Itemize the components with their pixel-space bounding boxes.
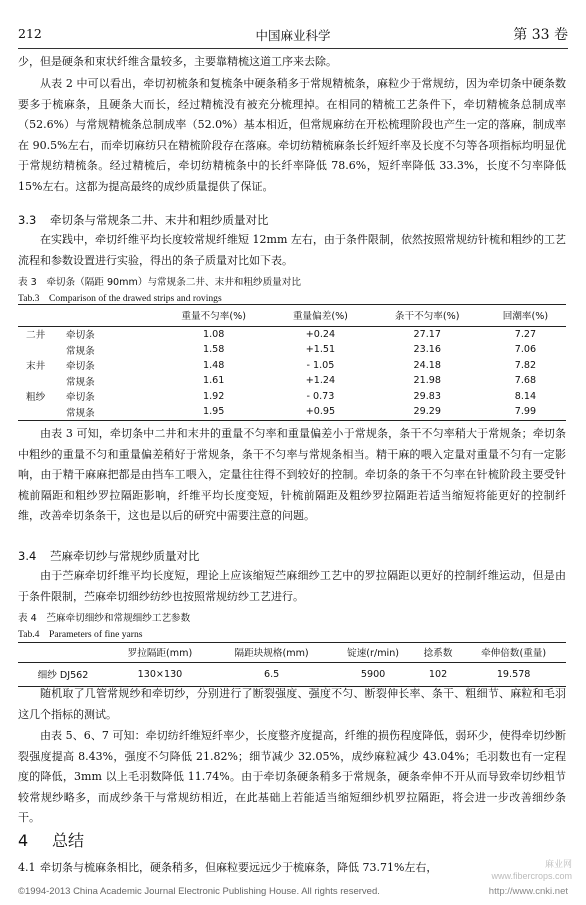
section-number: 3.4 xyxy=(18,549,37,563)
table-header-cell: 牵伸倍数(重量) xyxy=(461,643,566,663)
paragraph-summary-4-1 xyxy=(18,858,566,879)
table-cell: 7.27 xyxy=(514,328,537,340)
table-header-row xyxy=(18,643,566,663)
table-cell: 130×130 xyxy=(137,668,183,680)
watermark-text: 麻业网 xyxy=(544,859,572,869)
table3-caption: 表 3 牵切条（隔距 90mm）与常规条二井、末井和粗纱质量对比 xyxy=(18,277,301,288)
paragraph-yarn-process: 由于苎麻牵切纤维平均长度短，理论上应该缩短苎麻细纱工艺中的罗拉隔距以更好的控制纤维运动，但是由于条件限制，苎麻牵切细纱纺纱也按照常规纺纱工艺进行。 xyxy=(18,569,566,603)
table3 xyxy=(18,304,566,421)
paragraph-experiment: 在实践中，牵切纤维平均长度较常规纤维短 12mm 左右，由于条件限制，依然按照常规纺针梳和粗纱的工艺流程和参数设置进行实验，得出的条子质量对比如下表。 xyxy=(18,233,566,267)
table4-caption-en: Tab.4 Parameters of fine yarns xyxy=(18,629,143,640)
paragraph-testing: 随机取了几管常规纱和牵切纱，分别进行了断裂强度、强度不匀、断裂伸长率、条干、粗细节、麻粒和毛羽这几个指标的测试。 xyxy=(18,687,566,721)
table-header-cell: 罗拉隔距(mm) xyxy=(108,643,212,663)
section-title: 总结 xyxy=(52,831,85,850)
journal-title: 中国麻业科学 xyxy=(255,28,331,43)
table-cell: +0.24 xyxy=(305,328,336,340)
table-header-cell: 捻系数 xyxy=(415,643,461,663)
table-cell: 8.14 xyxy=(514,390,537,402)
table-cell: 牵切条 xyxy=(66,392,95,404)
paragraph-continued: 少，但是硬条和束状纤维含量较多，主要靠精梳这道工序来去除。 xyxy=(18,55,337,68)
table-cell: 7.99 xyxy=(514,406,537,418)
watermark-url: www.fibercrops.com xyxy=(491,871,572,881)
table-row xyxy=(18,663,566,687)
page-number: 212 xyxy=(18,26,42,41)
table4-caption: 表 4 苎麻牵切细纱和常规细纱工艺参数 xyxy=(18,613,191,624)
table-cell: 29.83 xyxy=(413,390,441,402)
table-cell: 21.98 xyxy=(413,375,441,387)
table-header-cell xyxy=(66,305,156,327)
table-cell: 1.48 xyxy=(202,359,225,371)
table-cell: 常规条 xyxy=(66,407,95,419)
table-cell: 粗纱 xyxy=(26,392,46,404)
copyright-text: ©1994-2013 China Academic Journal Electronic Publishing House. All rights reserved. xyxy=(18,886,380,897)
table-row xyxy=(18,389,566,405)
table-cell: 1.95 xyxy=(202,406,225,418)
table-cell: 1.92 xyxy=(202,390,225,402)
table-header-cell xyxy=(18,305,66,327)
table-cell xyxy=(18,342,66,358)
table-cell: 1.61 xyxy=(202,375,225,387)
table-cell: +0.95 xyxy=(305,406,336,418)
table-row xyxy=(18,342,566,358)
table-cell: 7.06 xyxy=(514,344,537,356)
table-cell: 24.18 xyxy=(413,359,441,371)
summary-text: 牵切条与梳麻条相比，硬条稍多，但麻粒要远远少于梳麻条，降低 73.71%左右， xyxy=(40,861,438,874)
section-heading-3-4 xyxy=(18,548,200,564)
table-cell: 常规条 xyxy=(66,345,95,357)
section-number: 4 xyxy=(18,831,29,850)
section-title: 苎麻牵切纱与常规纱质量对比 xyxy=(50,549,200,563)
table-cell: 27.17 xyxy=(413,328,441,340)
table-cell xyxy=(18,373,66,389)
table-cell: +1.51 xyxy=(305,344,336,356)
table-header-cell: 隔距块规格(mm) xyxy=(212,643,331,663)
paragraph-table3-analysis: 由表 3 可知，牵切条中二井和末井的重量不匀率和重量偏差小于常规条，条干不匀率稍大于常规条；牵切条中粗纱的重量不匀和重量偏差稍好于常规条，条干不匀率与常规条相当。精干麻的喂入定量对重量不匀有一定影响，由于精干麻麻把都是由挡车工喂入，定量往往得不到较好的控制。牵切条的条干不匀率在针梳阶段主要受针梳前隔距和粗纱罗拉隔距影响，纤维平均长度变短，针梳前隔距及粗纱罗拉隔距若适当缩短将能更好的控制纤维，改善牵切条条干，这也是以后的研究中需要注意的问题。 xyxy=(18,427,566,522)
section-title: 牵切条与常规条二井、末井和粗纱质量对比 xyxy=(50,213,269,227)
watermark-logo xyxy=(491,858,572,882)
table-row xyxy=(18,404,566,420)
copyright-footer xyxy=(18,886,568,897)
subsection-number: 4.1 xyxy=(18,861,36,874)
table-cell: 29.29 xyxy=(413,406,441,418)
table-cell: 6.5 xyxy=(263,668,280,680)
table-header-cell: 回潮率(%) xyxy=(485,305,566,327)
table-cell: - 1.05 xyxy=(306,359,335,371)
table-cell: 1.08 xyxy=(202,328,225,340)
table3-caption-en: Tab.3 Comparison of the drawed strips and rovings xyxy=(18,293,222,304)
paragraph-table2-analysis: 从表 2 中可以看出，牵切初梳条和复梳条中硬条稍多于常规精梳条，麻粒少于常规纺，因为牵切条中硬条数要多于梳麻条，且硬条大而长，经过精梳没有被充分梳理掉。在相同的精梳工艺条件下，牵切精梳条总制成率（52.6%）与常规精梳条总制成率（52.0%）基本相近，但常规麻纺在开松梳理阶段也产生一定的落麻，制成率在 90.5%左右，而牵切麻纺只在精梳阶段存在落麻。牵切纺精梳麻条长纤短纤率及长度不匀等各项指标均明显优于常规纺精梳条。经过精梳后，牵切纺精梳条中的长纤率降低 78.6%，短纤率降低 33.3%，长度不匀率降低 15%左右。这都为提高最终的成纱质量提供了保证。 xyxy=(18,77,566,193)
table-cell: - 0.73 xyxy=(306,390,335,402)
table-cell xyxy=(18,404,66,420)
table-cell: 102 xyxy=(428,668,448,680)
table-cell: +1.24 xyxy=(305,375,336,387)
table-cell: 23.16 xyxy=(413,344,441,356)
running-header xyxy=(18,20,568,49)
table-cell: 1.58 xyxy=(202,344,225,356)
table-cell: 19.578 xyxy=(496,668,531,680)
footer-url: http://www.cnki.net xyxy=(488,886,568,897)
table-header-row xyxy=(18,305,566,327)
table-row xyxy=(18,373,566,389)
table-header-cell xyxy=(18,643,108,663)
table-cell: 牵切条 xyxy=(66,330,95,342)
volume-label: 第 33 卷 xyxy=(513,27,568,43)
table-row xyxy=(18,358,566,374)
table-cell: 7.68 xyxy=(514,375,537,387)
table-cell: 7.82 xyxy=(514,359,537,371)
table-header-cell: 重量不匀率(%) xyxy=(156,305,271,327)
table-cell: 二井 xyxy=(26,330,46,342)
table4 xyxy=(18,642,566,687)
table-cell: 常规条 xyxy=(66,376,95,388)
table-row xyxy=(18,326,566,342)
table-cell: 末井 xyxy=(26,361,46,373)
table-header-cell: 重量偏差(%) xyxy=(271,305,369,327)
section-heading-3-3 xyxy=(18,212,269,228)
section-heading-4 xyxy=(18,828,84,851)
table-cell: 5900 xyxy=(360,668,386,680)
table-cell: 细纱 DJ562 xyxy=(37,670,89,681)
table-cell: 牵切条 xyxy=(66,361,95,373)
section-number: 3.3 xyxy=(18,213,37,227)
paragraph-results: 由表 5、6、7 可知：牵切纺纤维短纤率少，长度整齐度提高，纤维的损伤程度降低，弱环少，使得牵切纱断裂强度提高 8.43%，强度不匀降低 21.82%；细节减少 32.05%，成纱麻粒减少 43.04%；毛羽数也有一定程度的降低，3mm 以上毛羽数降低 11.74%。由于牵切条硬条稍多于常规条，硬条牵伸不开从而导致牵切纱粗节较常规纱略多，而成纱条干与常规纺相近，在此基础上若能适当缩短细纱机罗拉隔距，将会进一步改善细纱条干。 xyxy=(18,729,566,824)
table-header-cell: 条干不匀率(%) xyxy=(370,305,485,327)
table-header-cell: 锭速(r/min) xyxy=(331,643,415,663)
